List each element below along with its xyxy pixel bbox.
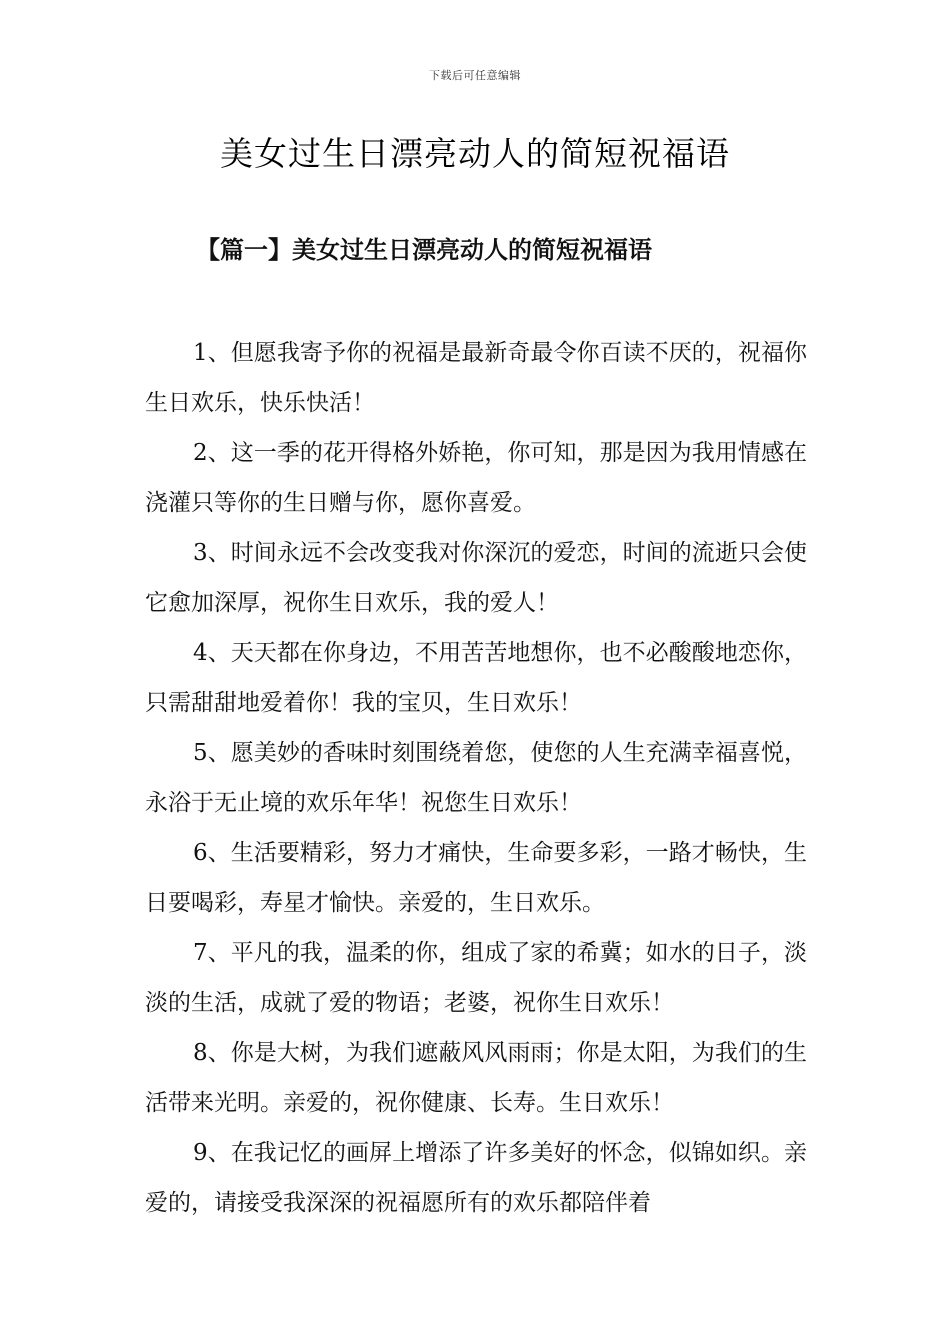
paragraph: 8、你是大树，为我们遮蔽风风雨雨；你是太阳，为我们的生活带来光明。亲爱的，祝你健康、长寿。生日欢乐！ — [145, 1040, 807, 1116]
paragraph: 6、生活要精彩，努力才痛快，生命要多彩，一路才畅快，生日要喝彩，寿星才愉快。亲爱的，生日欢乐。 — [145, 840, 807, 916]
document-body — [145, 328, 807, 1228]
paragraph: 4、天天都在你身边，不用苦苦地想你，也不必酸酸地恋你，只需甜甜地爱着你！我的宝贝，生日欢乐！ — [145, 640, 807, 716]
paragraph: 9、在我记忆的画屏上增添了许多美好的怀念，似锦如织。亲爱的，请接受我深深的祝福愿所有的欢乐都陪伴着 — [145, 1140, 807, 1216]
section-heading: 【篇一】美女过生日漂亮动人的简短祝福语 — [196, 235, 652, 264]
paragraph: 5、愿美妙的香味时刻围绕着您，使您的人生充满幸福喜悦，永浴于无止境的欢乐年华！祝您生日欢乐！ — [145, 740, 807, 816]
paragraph: 1、但愿我寄予你的祝福是最新奇最令你百读不厌的，祝福你生日欢乐，快乐快活！ — [145, 340, 807, 416]
header-note: 下载后可任意编辑 — [429, 69, 521, 82]
paragraph: 3、时间永远不会改变我对你深沉的爱恋，时间的流逝只会使它愈加深厚，祝你生日欢乐，我的爱人！ — [145, 540, 807, 616]
document-title: 美女过生日漂亮动人的简短祝福语 — [220, 134, 730, 173]
paragraph: 7、平凡的我，温柔的你，组成了家的希冀；如水的日子，淡淡的生活，成就了爱的物语；老婆，祝你生日欢乐！ — [145, 940, 807, 1016]
paragraph: 2、这一季的花开得格外娇艳，你可知，那是因为我用情感在浇灌只等你的生日赠与你，愿你喜爱。 — [145, 440, 807, 516]
